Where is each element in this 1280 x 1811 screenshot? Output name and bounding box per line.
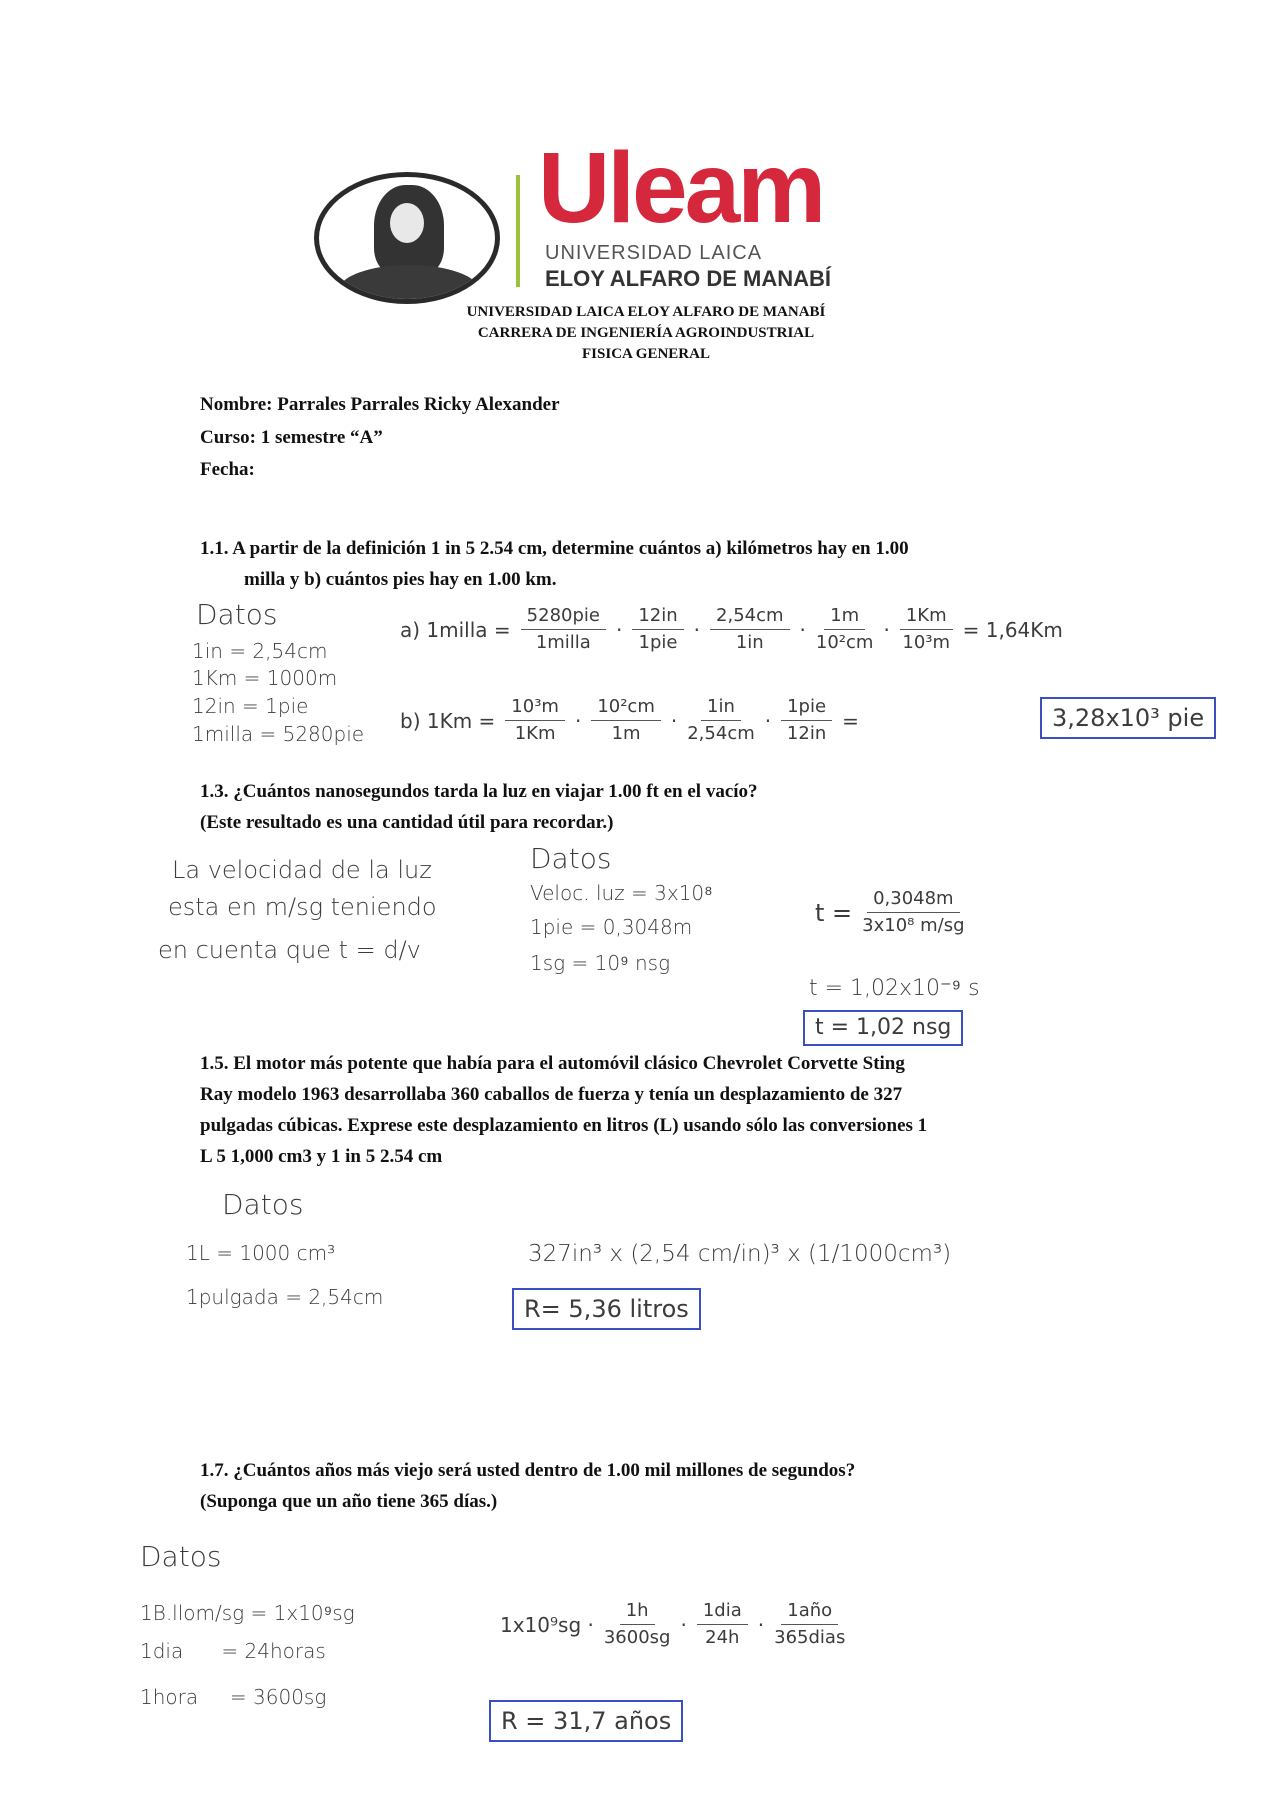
logo-divider [516, 175, 520, 287]
equation-term: b) 1Km = [400, 708, 496, 733]
denominator: 1pie [638, 632, 678, 653]
fraction [781, 696, 832, 745]
data-line: Veloc. luz = 3x10⁸ [530, 881, 713, 905]
numerator: 2,54cm [710, 605, 790, 630]
numerator: 1dia [697, 1600, 748, 1625]
fraction [900, 605, 953, 654]
equation-a [400, 605, 1063, 654]
numerator: 10²cm [591, 696, 661, 721]
question-line: 1.5. El motor más potente que había para el automóvil clásico Chevrolet Corvette Sting [200, 1053, 905, 1074]
fraction [710, 605, 790, 654]
numerator: 1pie [781, 696, 832, 721]
fraction [591, 696, 661, 745]
equation-term: · [757, 1612, 765, 1637]
denominator: 3600sg [603, 1627, 671, 1648]
numerator: 12in [632, 605, 683, 630]
answer-box-b: 3,28x10³ pie [1040, 697, 1216, 739]
fraction [816, 605, 874, 654]
question-line: (Este resultado es una cantidad útil para recordar.) [200, 812, 614, 833]
data-line: 1pie = 0,3048m [530, 915, 693, 939]
equation-term: · [574, 708, 582, 733]
equation-term: = 1,64Km [962, 617, 1063, 642]
answer-box: R= 5,36 litros [512, 1288, 701, 1330]
portrait-icon [374, 185, 444, 275]
question-line: 1.3. ¿Cuántos nanosegundos tarda la luz en viajar 1.00 ft en el vacío? [200, 781, 758, 802]
data-line: 1sg = 10⁹ nsg [530, 951, 671, 975]
note-line: esta en m/sg teniendo [168, 893, 437, 921]
denominator: 12in [786, 723, 827, 744]
note-line: La velocidad de la luz [172, 856, 432, 884]
denominator: 2,54cm [687, 723, 755, 744]
denominator: 3x10⁸ m/sg [862, 915, 965, 936]
fraction [521, 605, 606, 654]
data-line: 12in = 1pie [192, 694, 309, 718]
equation-term: a) 1milla = [400, 617, 511, 642]
student-name: Nombre: Parrales Parrales Ricky Alexander [200, 394, 560, 415]
conversion-equation: 327in³ x (2,54 cm/in)³ x (1/1000cm³) [528, 1241, 952, 1267]
denominator: 1Km [514, 723, 556, 744]
time-step: t = 1,02x10⁻⁹ s [809, 976, 980, 1001]
data-line: 1milla = 5280pie [192, 722, 365, 746]
numerator: 1Km [900, 605, 953, 630]
numerator: 0,3048m [867, 888, 960, 913]
denominator: 1in [735, 632, 764, 653]
data-line: 1hora = 3600sg [140, 1685, 327, 1709]
fraction [774, 1600, 845, 1649]
university-seal-logo [314, 172, 500, 304]
fraction [632, 605, 683, 654]
data-line: 1B.llom/sg = 1x10⁹sg [140, 1601, 355, 1625]
numerator: 1in [701, 696, 741, 721]
denominator: 365dias [774, 1627, 846, 1648]
denominator: 24h [705, 1627, 740, 1648]
equation-term: · [693, 617, 701, 642]
equation-term: 1x10⁹sg · [500, 1612, 594, 1637]
question-line: 1.1. A partir de la definición 1 in 5 2.54 cm, determine cuántos a) kilómetros hay en 1.00 [200, 538, 909, 559]
equation-term: · [670, 708, 678, 733]
brand-wordmark: Uleam [538, 132, 824, 244]
datos-label: Datos [222, 1188, 304, 1221]
brand-subtitle-2: ELOY ALFARO DE MANABÍ [545, 266, 832, 291]
answer-box: R = 31,7 años [489, 1700, 683, 1742]
question-line: (Suponga que un año tiene 365 días.) [200, 1491, 498, 1512]
numerator: 1año [781, 1600, 838, 1625]
fraction [505, 696, 565, 745]
equation-term: · [799, 617, 806, 642]
datos-label: Datos [196, 598, 278, 631]
equation-term: · [615, 617, 623, 642]
question-line: milla y b) cuántos pies hay en 1.00 km. [244, 569, 557, 590]
question-1-3 [200, 776, 1120, 838]
data-line: 1L = 1000 cm³ [186, 1241, 336, 1265]
numerator: 1m [824, 605, 865, 630]
time-equation [815, 888, 965, 937]
question-1-1 [200, 533, 1120, 595]
answer-box: t = 1,02 nsg [803, 1010, 963, 1046]
student-course: Curso: 1 semestre “A” [200, 427, 383, 448]
question-line: pulgadas cúbicas. Exprese este desplazamiento en litros (L) usando sólo las conversiones 1 [200, 1115, 928, 1136]
header-university: UNIVERSIDAD LAICA ELOY ALFARO DE MANABÍ [466, 304, 826, 320]
numerator: 10³m [505, 696, 565, 721]
brand-subtitle-1: UNIVERSIDAD LAICA [545, 242, 763, 264]
question-line: L 5 1,000 cm3 y 1 in 5 2.54 cm [200, 1146, 443, 1167]
student-date: Fecha: [200, 459, 255, 480]
fraction [697, 1600, 748, 1649]
portrait-body [339, 265, 479, 304]
datos-label: Datos [140, 1540, 222, 1573]
numerator: 1h [620, 1600, 655, 1625]
note-line: en cuenta que t = d/v [158, 936, 421, 964]
question-1-5 [200, 1048, 1120, 1172]
years-equation [500, 1600, 845, 1649]
header-subject: FISICA GENERAL [582, 346, 710, 362]
datos-label: Datos [530, 842, 612, 875]
numerator: 5280pie [521, 605, 606, 630]
data-line: 1in = 2,54cm [192, 639, 328, 663]
data-line: 1pulgada = 2,54cm [186, 1285, 384, 1309]
fraction [604, 1600, 671, 1649]
denominator: 10³m [902, 632, 951, 653]
equation-term: · [680, 1612, 687, 1637]
data-line: 1dia = 24horas [140, 1639, 326, 1663]
question-line: Ray modelo 1963 desarrollaba 360 caballos de fuerza y tenía un desplazamiento de 327 [200, 1084, 903, 1105]
question-1-7 [200, 1455, 1120, 1517]
fraction [862, 888, 964, 937]
denominator: 10²cm [815, 632, 874, 653]
question-line: 1.7. ¿Cuántos años más viejo será usted dentro de 1.00 mil millones de segundos? [200, 1460, 856, 1481]
data-line: 1Km = 1000m [192, 666, 338, 690]
denominator: 1m [611, 723, 641, 744]
equation-b [400, 696, 859, 745]
equation-term: · [883, 617, 890, 642]
header-career: CARRERA DE INGENIERÍA AGROINDUSTRIAL [477, 325, 815, 341]
denominator: 1milla [535, 632, 591, 653]
fraction [687, 696, 755, 745]
equation-term: t = [815, 898, 853, 927]
equation-term: · [764, 708, 772, 733]
equation-term: = [842, 708, 859, 733]
